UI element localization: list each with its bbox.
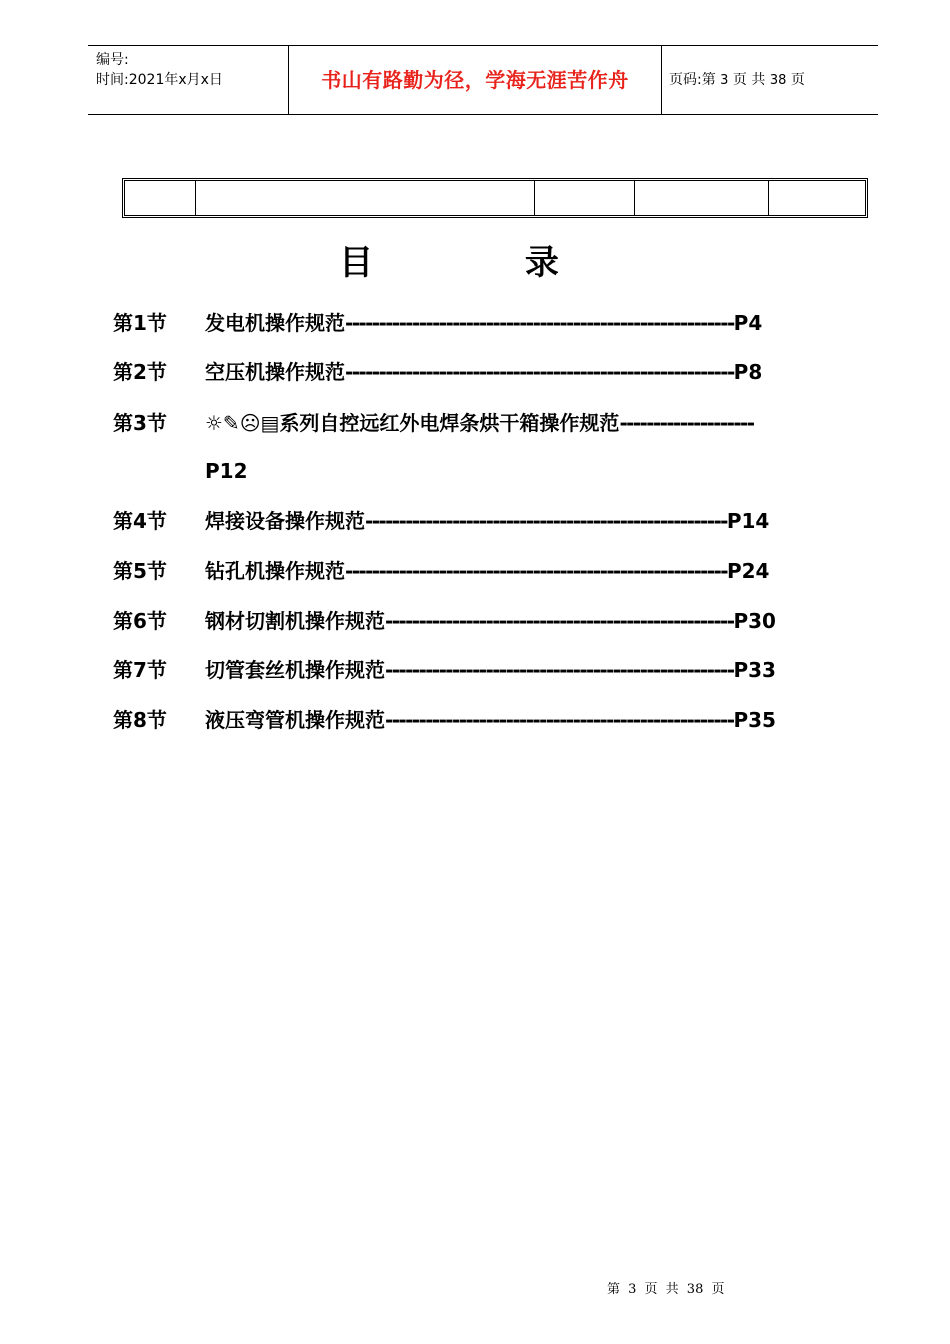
header-page-info xyxy=(669,70,805,91)
page-footer: 第 3 页 共 38 页 xyxy=(607,1282,725,1297)
toc-leader: ---------------------------------------------------------- xyxy=(345,311,734,335)
page-total: 38 xyxy=(769,73,787,88)
toc-section-number: 第7节 xyxy=(113,658,167,682)
number-label: 编号: xyxy=(96,52,129,68)
time-label: 时间: xyxy=(96,72,129,88)
toc-entry-text: 发电机操作规范 xyxy=(205,311,345,335)
table-cell-divider xyxy=(534,181,535,215)
toc-leader: -------------------- xyxy=(619,411,754,435)
toc-title: 目 录 xyxy=(339,243,629,283)
toc-page-ref: P4 xyxy=(733,311,763,335)
toc-entry-text: 切管套丝机操作规范 xyxy=(205,658,385,682)
toc-page-ref: P14 xyxy=(726,509,770,533)
toc-page-ref: P30 xyxy=(733,609,776,633)
toc-page-ref: P33 xyxy=(733,658,776,682)
toc-section-number: 第4节 xyxy=(113,509,167,533)
table-cell-divider xyxy=(195,181,196,215)
toc-section-number: 第5节 xyxy=(113,559,167,583)
header-meta xyxy=(96,50,223,90)
page-header xyxy=(88,45,878,115)
toc-entry-text: 钢材切割机操作规范 xyxy=(205,609,385,633)
date-value: 2021年x月x日 xyxy=(128,72,223,88)
toc-entry-text: 液压弯管机操作规范 xyxy=(205,708,385,732)
toc-page-ref: P24 xyxy=(726,559,770,583)
toc-leader: ---------------------------------------------------- xyxy=(385,708,734,732)
toc-section-number: 第3节 xyxy=(113,411,167,435)
empty-table xyxy=(122,178,868,218)
header-motto: 书山有路勤为径，学海无涯苦作舟 xyxy=(321,68,629,92)
table-cell-divider xyxy=(768,181,769,215)
toc-entry-text: 系列自控远红外电焊条烘干箱操作规范 xyxy=(279,411,620,435)
toc-entry-body xyxy=(205,309,762,337)
toc-entry-body xyxy=(205,607,776,635)
table-cell-divider xyxy=(634,181,635,215)
toc-section-number: 第2节 xyxy=(113,360,167,384)
page-current: 3 xyxy=(720,73,729,88)
toc-leader: ------------------------------------------------------ xyxy=(365,509,727,533)
symbol-glyphs-icon: ☼✎☹▤ xyxy=(205,411,280,435)
toc-section-number: 第6节 xyxy=(113,609,167,633)
page-prefix: 第 xyxy=(701,72,716,88)
toc-entry-text: 焊接设备操作规范 xyxy=(205,509,365,533)
page-mid: 页 共 xyxy=(732,72,766,88)
toc-leader: ---------------------------------------------------- xyxy=(385,658,734,682)
toc-entry-body xyxy=(205,358,762,386)
toc-entry-body xyxy=(205,507,769,535)
toc-leader: --------------------------------------------------------- xyxy=(345,559,727,583)
toc-entry-text: 钻孔机操作规范 xyxy=(205,559,345,583)
toc-entry-body xyxy=(205,557,769,585)
header-divider-right xyxy=(661,46,662,114)
toc-page-ref: P8 xyxy=(733,360,763,384)
page-suffix: 页 xyxy=(790,72,805,88)
page-label: 页码: xyxy=(669,72,702,88)
toc-entry-body xyxy=(205,706,776,734)
toc-section-number: 第1节 xyxy=(113,311,167,335)
toc-entry-body xyxy=(205,656,776,684)
toc-entry-text: 空压机操作规范 xyxy=(205,360,345,384)
toc-leader: ---------------------------------------------------------- xyxy=(345,360,734,384)
toc-leader: ---------------------------------------------------- xyxy=(385,609,734,633)
toc-page-ref: P12 xyxy=(205,459,248,483)
date-line xyxy=(96,70,223,90)
toc-page-ref: P35 xyxy=(733,708,776,732)
toc-section-number: 第8节 xyxy=(113,708,167,732)
toc-entry-body xyxy=(205,409,753,437)
